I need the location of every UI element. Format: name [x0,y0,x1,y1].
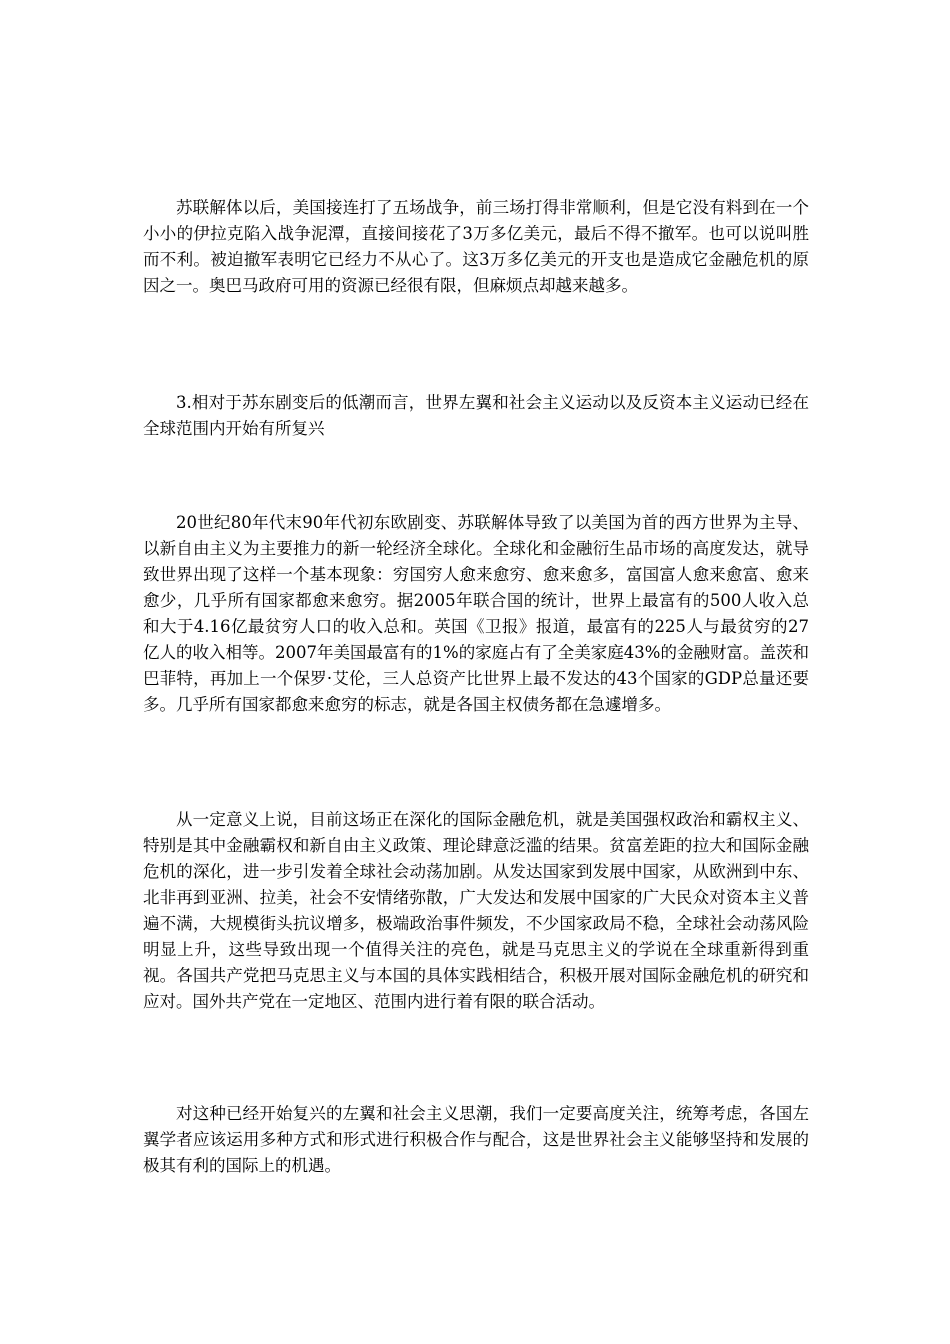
paragraph-financial-crisis: 从一定意义上说，目前这场正在深化的国际金融危机，就是美国强权政治和霸权主义、特别是其中金融霸权和新自由主义政策、理论肆意泛滥的结果。贫富差距的拉大和国际金融危机的深化，进一步引发着全球社会动荡加剧。从发达国家到发展中国家，从欧洲到中东、北非再到亚洲、拉美，社会不安情绪弥散，广大发达和发展中国家的广大民众对资本主义普遍不满，大规模街头抗议增多，极端政治事件频发，不少国家政局不稳，全球社会动荡风险明显上升，这些导致出现一个值得关注的亮色，就是马克思主义的学说在全球重新得到重视。各国共产党把马克思主义与本国的具体实践相结合，积极开展对国际金融危机的研究和应对。国外共产党在一定地区、范围内进行着有限的联合活动。 [143,810,809,1011]
section-heading-revival: 3.相对于苏东剧变后的低潮而言，世界左翼和社会主义运动以及反资本主义运动已经在全球范围内开始有所复兴 [143,393,809,438]
paragraph-opportunity: 对这种已经开始复兴的左翼和社会主义思潮，我们一定要高度关注，统筹考虑，各国左翼学者应该运用多种方式和形式进行积极合作与配合，这是世界社会主义能够坚持和发展的极其有利的国际上的机遇。 [143,1104,809,1175]
paragraph-globalization: 20世纪80年代末90年代初东欧剧变、苏联解体导致了以美国为首的西方世界为主导、以新自由主义为主要推力的新一轮经济全球化。全球化和金融衍生品市场的高度发达，就导致世界出现了这样一个基本现象：穷国穷人愈来愈穷、愈来愈多，富国富人愈来愈富、愈来愈少，几乎所有国家都愈来愈穷。据2005年联合国的统计，世界上最富有的500人收入总和大于4.16亿最贫穷人口的收入总和。英国《卫报》报道，最富有的225人与最贫穷的27亿人的收入相等。2007年美国最富有的1%的家庭占有了全美家庭43%的金融财富。盖茨和巴菲特，再加上一个保罗·艾伦，三人总资产比世界上最不发达的43个国家的GDP总量还要多。几乎所有国家都愈来愈穷的标志，就是各国主权债务都在急遽增多。 [143,513,809,714]
paragraph-iraq-war: 苏联解体以后，美国接连打了五场战争，前三场打得非常顺利，但是它没有料到在一个小小的伊拉克陷入战争泥潭，直接间接花了3万多亿美元，最后不得不撤军。也可以说叫胜而不利。被迫撤军表明它已经力不从心了。这3万多亿美元的开支也是造成它金融危机的原因之一。奥巴马政府可用的资源已经很有限，但麻烦点却越来越多。 [143,198,809,295]
